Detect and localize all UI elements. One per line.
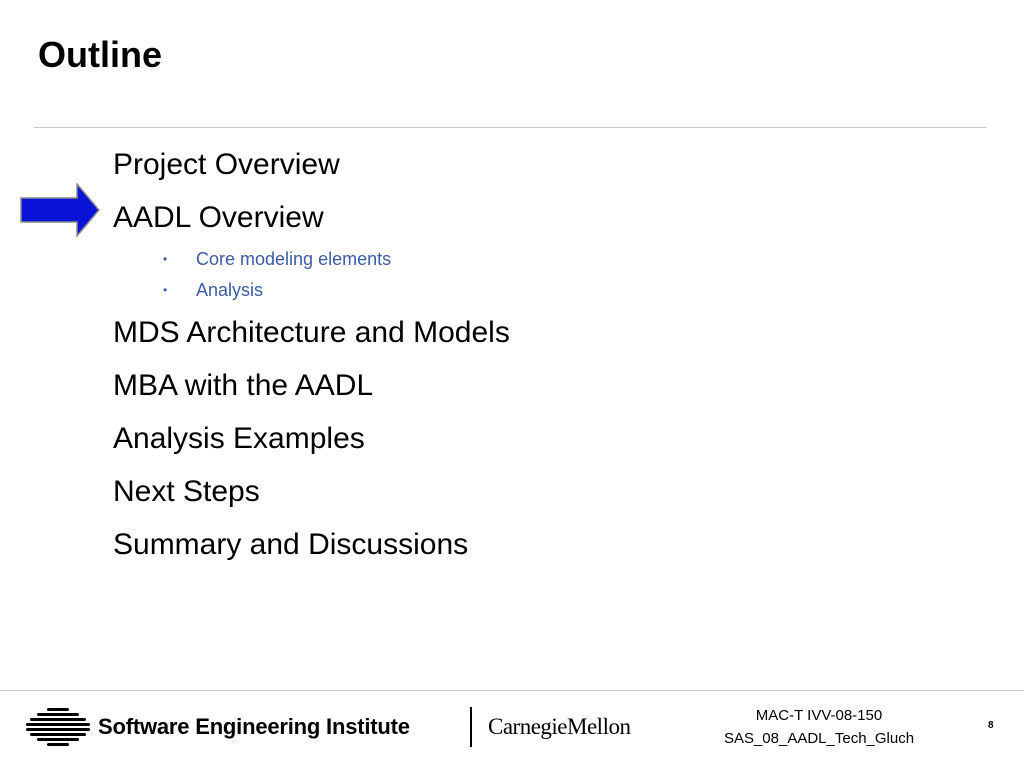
- sub-item-core-modeling-elements: [113, 244, 913, 275]
- document-code-line-2: SAS_08_AADL_Tech_Gluch: [723, 730, 915, 747]
- bullet-icon: •: [163, 283, 168, 297]
- sei-name: Software Engineering Institute: [98, 714, 410, 739]
- sub-item-label: Analysis: [196, 280, 264, 300]
- sei-logo-icon: [25, 707, 91, 747]
- cmu-logo: CarnegieMellon: [488, 714, 631, 739]
- bullet-icon: •: [163, 252, 168, 266]
- logo-divider: [470, 707, 472, 747]
- aadl-overview-sub-list: [113, 244, 913, 306]
- footer-divider: [0, 690, 1024, 691]
- arrow-right-icon: [20, 183, 100, 237]
- outline-item-next-steps: Next Steps: [113, 475, 260, 508]
- document-code-line-1: MAC-T IVV-08-150: [755, 707, 883, 724]
- sub-item-analysis: [113, 275, 913, 306]
- outline-item-project-overview: Project Overview: [113, 148, 340, 181]
- outline-item-summary: Summary and Discussions: [113, 528, 469, 561]
- page-number: 8: [988, 720, 994, 731]
- outline-item-mba-with-aadl: MBA with the AADL: [113, 369, 374, 402]
- document-code: [700, 704, 938, 750]
- outline-item-mds-architecture: MDS Architecture and Models: [113, 316, 510, 349]
- sub-item-label: Core modeling elements: [196, 249, 392, 269]
- outline-item-analysis-examples: Analysis Examples: [113, 422, 365, 455]
- title-divider: [34, 127, 986, 128]
- slide-title: Outline: [38, 34, 162, 75]
- outline-item-aadl-overview: AADL Overview: [113, 201, 324, 234]
- outline-list: [113, 138, 913, 571]
